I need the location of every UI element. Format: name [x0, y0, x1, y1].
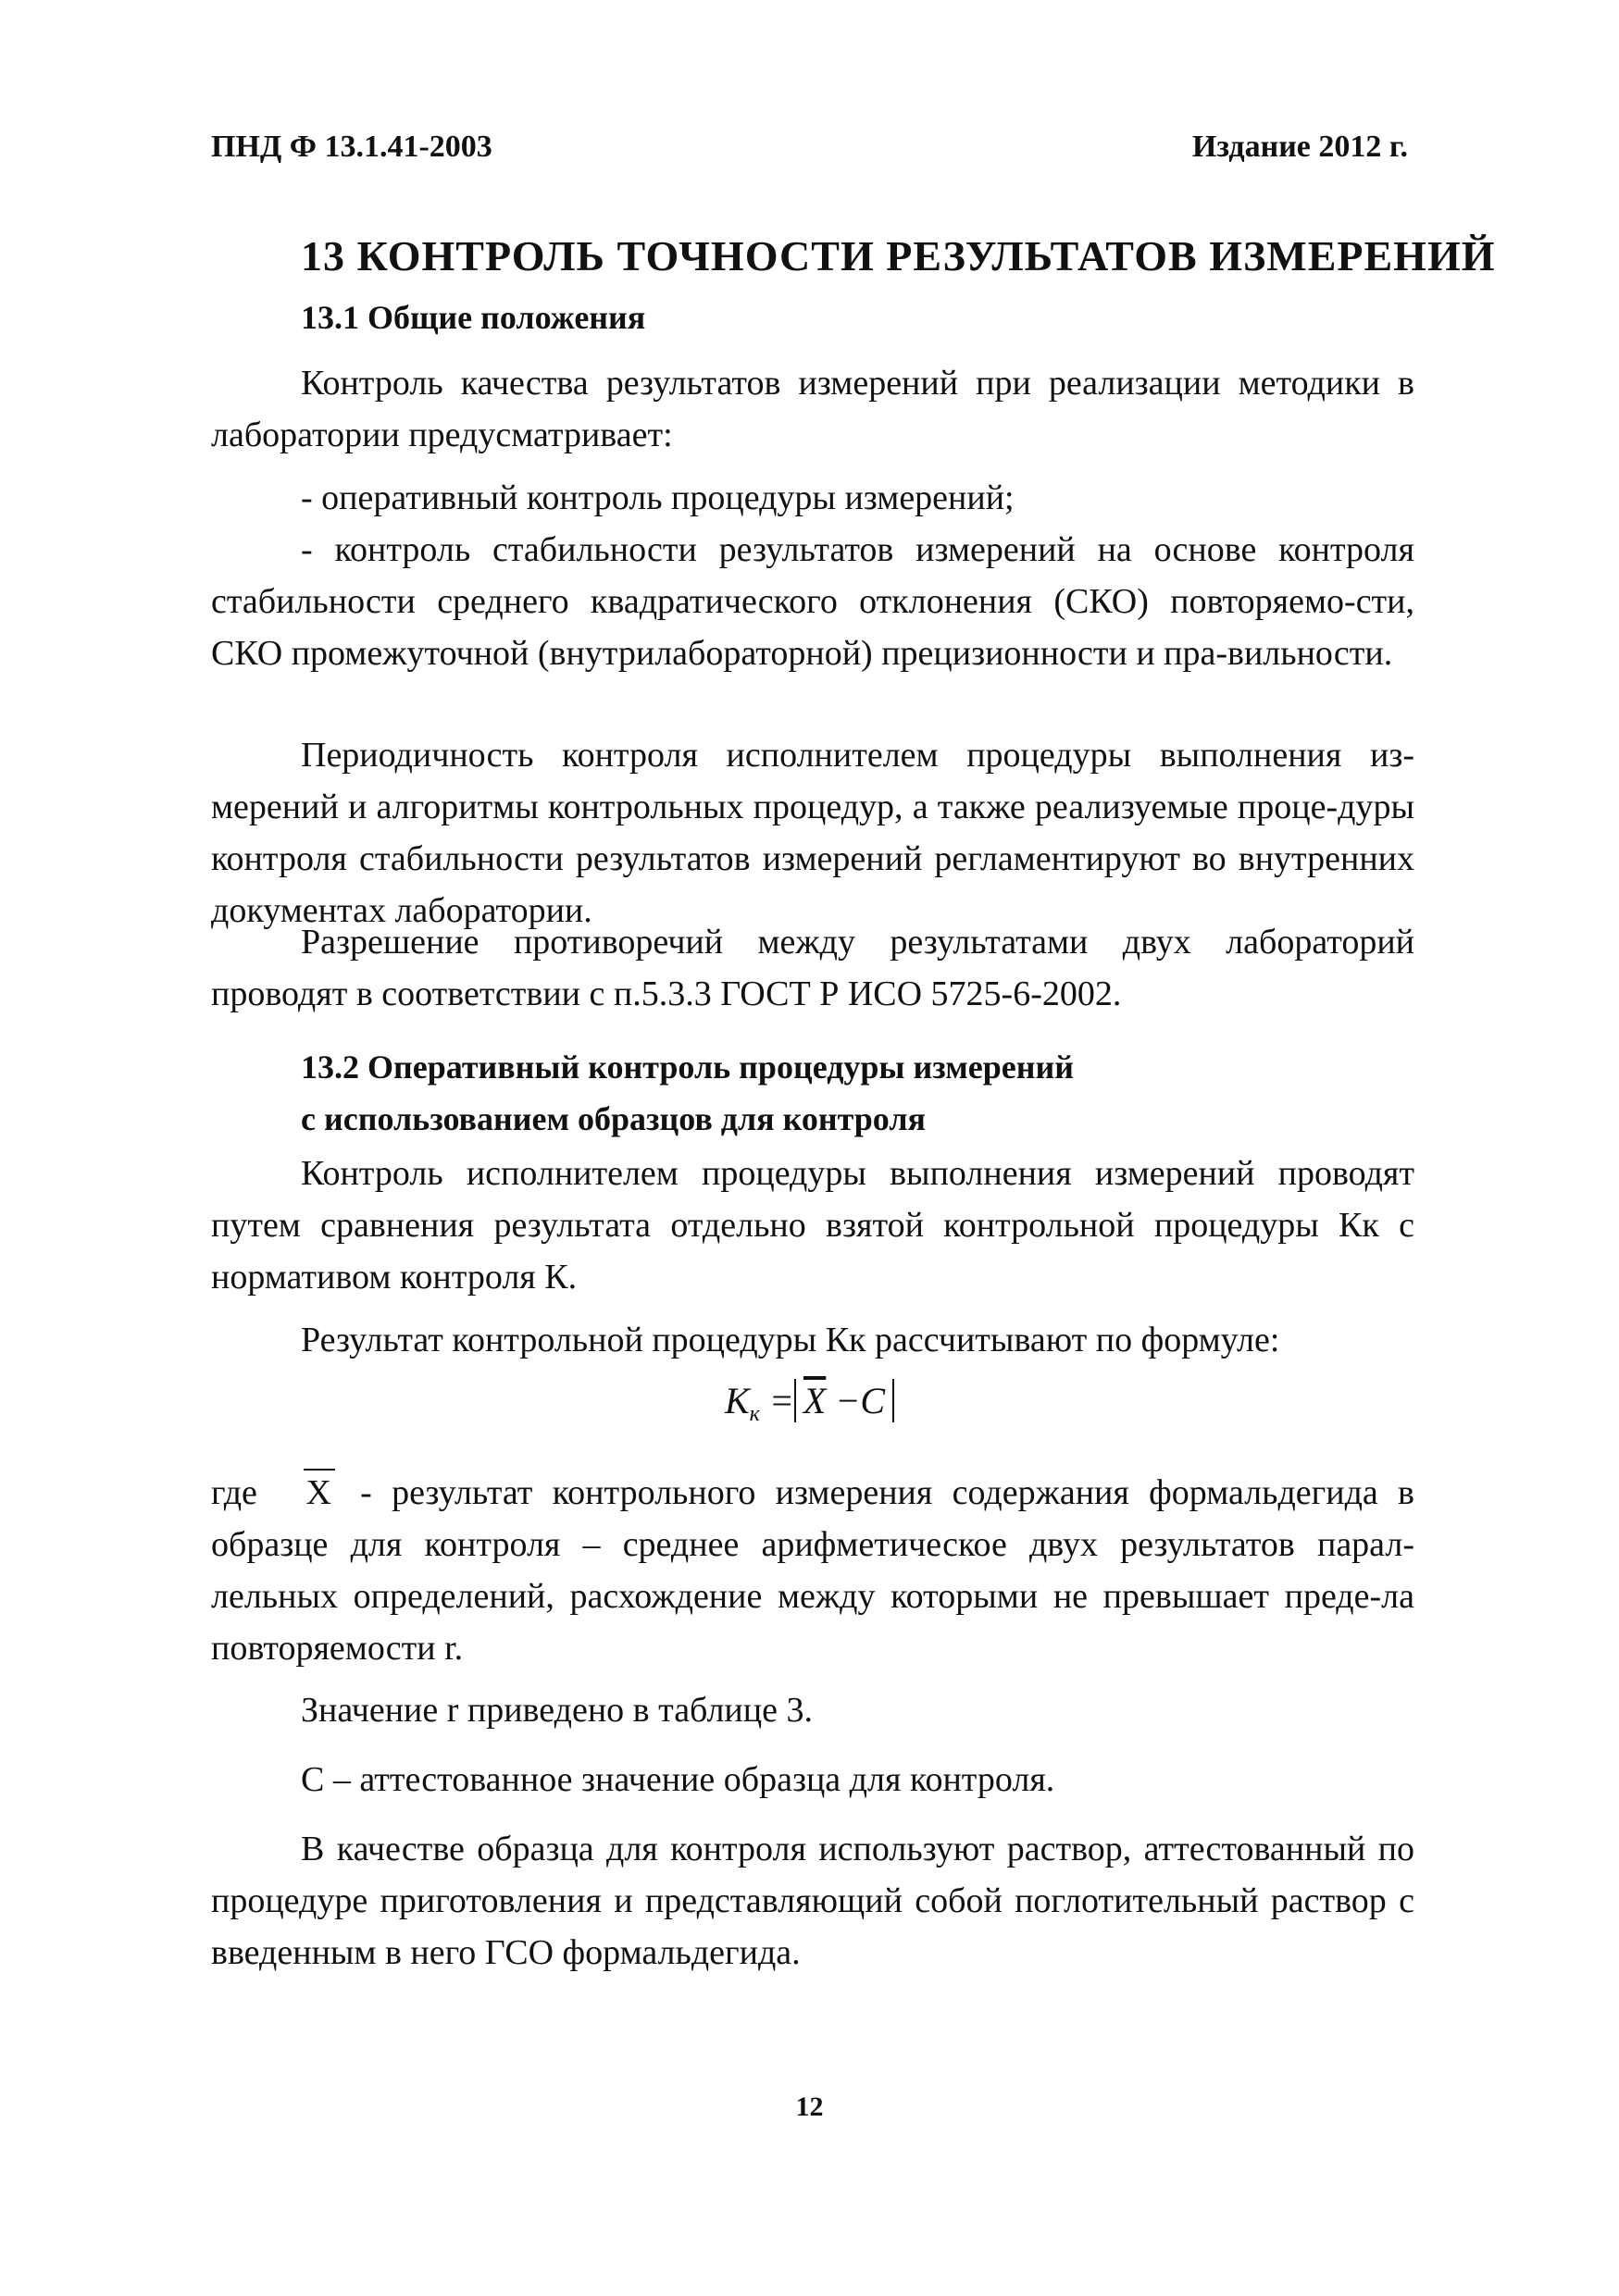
paragraph-where-x: [211, 1467, 1414, 1674]
formula-minus: −: [835, 1380, 861, 1421]
where-x-mean-symbol: X: [296, 1467, 340, 1519]
where-x-definition: - результат контрольного измерения содержания формальдегида в образце для контроля – среднее арифметическое двух результатов парал-лельных определений, расхождение между которыми не превышает преде-ла повторяемости r.: [211, 1473, 1415, 1668]
paragraph-r-value: Значение r приведено в таблице 3.: [301, 1691, 813, 1730]
paragraph-periodicity: Периодичность контроля исполнителем процедуры выполнения из-мерений и алгоритмы контрольных процедур, а также реализуемые проце-дуры контроля стабильности результатов измерений регламентируют во внутренних документах лаборатории.: [211, 736, 1414, 930]
paragraph-c-definition: С – аттестованное значение образца для контроля.: [301, 1760, 1055, 1799]
formula-c: C: [860, 1380, 886, 1421]
subsection-13-1-title: 13.1 Общие положения: [301, 299, 646, 336]
formula-equals: =: [768, 1380, 794, 1421]
subsection-13-2-title: [301, 1041, 1074, 1145]
subsection-13-2-title-line2: с использованием образцов для контроля: [301, 1100, 926, 1137]
section-13-title: 13 КОНТРОЛЬ ТОЧНОСТИ РЕЗУЛЬТАТОВ ИЗМЕРЕНИЙ: [301, 232, 1496, 279]
where-lead: где: [211, 1473, 257, 1512]
subsection-13-2-title-line1: 13.2 Оперативный контроль процедуры измерений: [301, 1049, 1074, 1086]
list-item-stability-control: - контроль стабильности результатов измерений на основе контроля стабильности среднего квадратического отклонения (СКО) повторяемо-сти, СКО промежуточной (внутрилабораторной) прецизионности и пра-вильности.: [211, 530, 1414, 673]
header-document-code: ПНД Ф 13.1.41-2003: [211, 130, 492, 164]
paragraph-control-comparison: Контроль исполнителем процедуры выполнения измерений проводят путем сравнения результата отдельно взятой контрольной процедуры Кк с нормативом контроля К.: [211, 1154, 1414, 1297]
paragraph-quality-control-intro: Контроль качества результатов измерений при реализации методики в лаборатории предусматривает:: [211, 364, 1414, 454]
paragraph-control-sample: В качестве образца для контроля используют раствор, аттестованный по процедуре приготовления и представляющий собой поглотительный раствор с введенным в него ГСО формальдегида.: [211, 1830, 1414, 1972]
header-edition: Издание 2012 г.: [1191, 130, 1408, 164]
paragraph-contradictions: Разрешение противоречий между результатами двух лабораторий проводят в соответствии с п.5.3.3 ГОСТ Р ИСО 5725-6-2002.: [211, 923, 1414, 1013]
formula-lhs-subscript: к: [749, 1402, 760, 1426]
formula-absolute-value: [794, 1379, 894, 1422]
formula-lhs: K: [724, 1380, 750, 1421]
list-item-operative-control: - оперативный контроль процедуры измерений;: [301, 478, 1015, 517]
page-number: 12: [795, 2091, 824, 2122]
paragraph-formula-intro: Результат контрольной процедуры Кк рассчитывают по формуле:: [301, 1321, 1280, 1359]
formula-x-mean: $\overline{X}$: [803, 1380, 827, 1421]
formula-kk: [0, 1379, 1619, 1427]
